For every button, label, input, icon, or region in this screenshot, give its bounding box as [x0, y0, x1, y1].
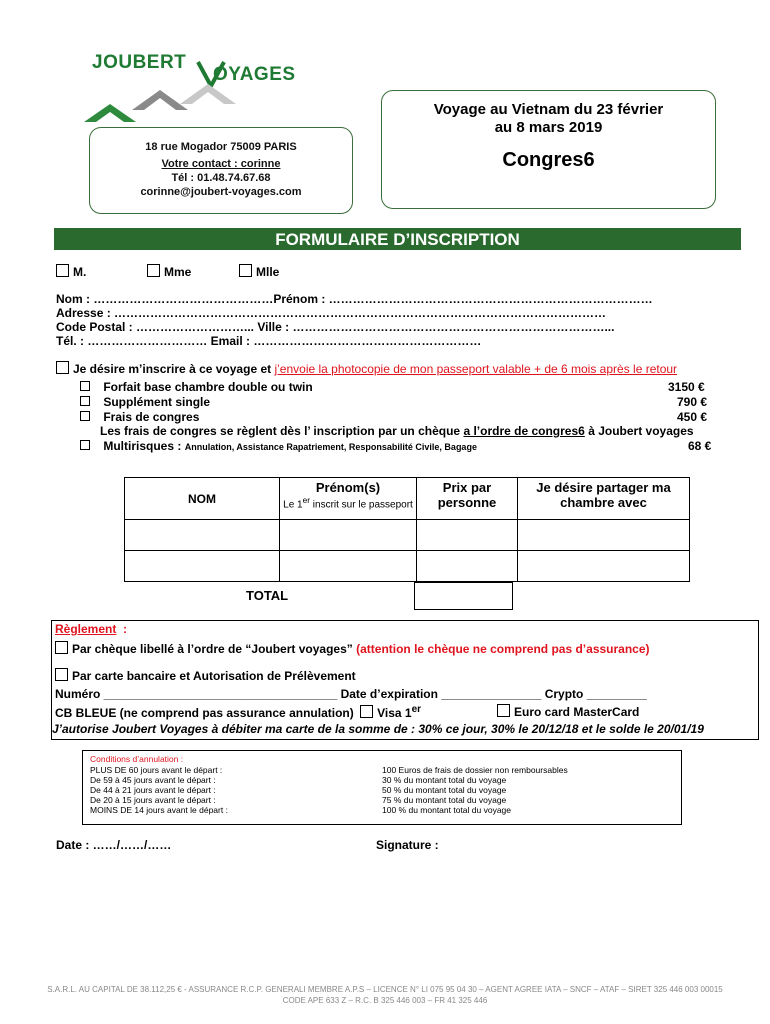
participants-table [124, 477, 690, 582]
contact-address: 18 rue Mogador 75009 PARIS [145, 141, 297, 153]
col-prenom: Prénom(s) Le 1er inscrit sur le passeport [280, 478, 417, 520]
trip-box [381, 90, 716, 209]
option-single[interactable]: Supplément single [80, 395, 210, 409]
logo-brand-right: OYAGES [213, 64, 296, 85]
logo-brand-left: JOUBERT [92, 52, 187, 73]
authorization-text: J’autorise Joubert Voyages à débiter ma carte de la somme de : 30% ce jour, 30% le 20/12/18 et le solde le 20/01/19 [52, 722, 704, 736]
tel-field[interactable]: Tél. : ………………………… Email : ………………………………………………… [56, 334, 482, 348]
price-single: 790 € [677, 395, 708, 409]
checkbox-mlle[interactable] [239, 264, 252, 277]
option-insurance[interactable]: Multirisques : Annulation, Assistance Rapatriement, Responsabilité Civile, Bagage [80, 439, 477, 453]
fees-note: Les frais de congres se règlent dès l’ inscription par un chèque a l’ordre de congres6 à Joubert voyages [100, 424, 694, 438]
inscription-line[interactable]: Je désire m’inscrire à ce voyage et j’envoie la photocopie de mon passeport valable + de 6 mois après le retour [56, 361, 677, 376]
civility-mlle[interactable]: Mlle [239, 264, 279, 279]
trip-line-1: Voyage au Vietnam du 23 février [433, 101, 664, 118]
cb-bleue-line[interactable]: CB BLEUE (ne comprend pas assurance annulation) Visa 1er [55, 704, 422, 720]
nom-field[interactable]: Nom : ………………………………………Prénom : ……………………………………………………………………… [56, 292, 653, 306]
pay-carte[interactable]: Par carte bancaire et Autorisation de Prélèvement [55, 668, 356, 683]
col-prix: Prix par personne [417, 478, 518, 520]
table-row[interactable] [125, 551, 690, 582]
signature-field[interactable]: Signature : [376, 838, 439, 852]
code-postal-field[interactable]: Code Postal : ………………………... Ville : ……………………………………………………………………... [56, 320, 615, 334]
euro-card-option[interactable]: Euro card MasterCard [497, 704, 639, 719]
checkbox-cheque[interactable] [55, 641, 68, 654]
checkbox-m[interactable] [56, 264, 69, 277]
total-cell[interactable] [414, 582, 513, 610]
option-forfait[interactable]: Forfait base chambre double ou twin [80, 380, 313, 394]
checkbox-visa[interactable] [360, 705, 373, 718]
col-partage: Je désire partager ma chambre avec [518, 478, 690, 520]
trip-code: Congres6 [502, 149, 595, 171]
total-label: TOTAL [246, 588, 289, 603]
checkbox-insurance[interactable] [80, 440, 90, 450]
adresse-field[interactable]: Adresse : …………………………………………………………………………………………………………… [56, 306, 607, 320]
civility-mme[interactable]: Mme [147, 264, 191, 279]
contact-email: corinne@joubert-voyages.com [140, 186, 302, 198]
contact-box [89, 127, 353, 214]
checkbox-congres[interactable] [80, 411, 90, 421]
date-field[interactable]: Date : ……/……/…… [56, 838, 172, 852]
logo-chevrons-icon [84, 82, 264, 132]
checkbox-mme[interactable] [147, 264, 160, 277]
trip-line-2: au 8 mars 2019 [494, 119, 603, 136]
option-congres[interactable]: Frais de congres [80, 410, 199, 424]
contact-phone: Tél : 01.48.74.67.68 [171, 172, 271, 184]
passport-notice: j’envoie la photocopie de mon passeport valable + de 6 mois après le retour [274, 362, 678, 376]
conditions-left: PLUS DE 60 jours avant le départ : De 59 à 45 jours avant le départ : De 44 à 21 jours avant le départ : De 20 à 15 jours avant le départ : MOINS DE 14 jours avant le départ : [90, 765, 228, 815]
conditions-right: 100 Euros de frais de dossier non remboursables 30 % du montant total du voyage 50 % du montant total du voyage 75 % du montant total du voyage 100 % du montant total du voyage [382, 765, 568, 815]
conditions-title: Conditions d’annulation : [90, 754, 184, 764]
checkbox-single[interactable] [80, 396, 90, 406]
price-congres: 450 € [677, 410, 708, 424]
footer-line-2: CODE APE 633 Z – R.C. B 325 446 003 – FR 41 325 446 [282, 996, 488, 1005]
price-insurance: 68 € [688, 439, 712, 453]
checkbox-carte[interactable] [55, 668, 68, 681]
form-title: FORMULAIRE D’INSCRIPTION [54, 228, 741, 250]
col-nom: NOM [125, 478, 280, 520]
payment-title: Règlement [55, 622, 117, 636]
price-forfait: 3150 € [668, 380, 705, 394]
contact-label: Votre contact : corinne [161, 158, 281, 170]
footer-line-1: S.A.R.L. AU CAPITAL DE 38.112,25 € - ASSURANCE R.C.P. GENERALI MEMBRE A.P.S – LICENCE N° LI 075 95 04 30 – AGENT AGREE IATA – SNCF – ATAF – SIRET 325 446 003 00015 [47, 985, 723, 994]
checkbox-inscription[interactable] [56, 361, 69, 374]
civility-m[interactable]: M. [56, 264, 86, 279]
pay-cheque[interactable]: Par chèque libellé à l’ordre de “Joubert voyages” (attention le chèque ne comprend pas d’assurance) [55, 641, 650, 656]
table-row[interactable] [125, 520, 690, 551]
card-number-line[interactable]: Numéro ___________________________________ Date d’expiration _______________ Crypto _________ [55, 687, 647, 701]
checkbox-forfait[interactable] [80, 381, 90, 391]
payment-title-colon: : [123, 622, 127, 636]
checkbox-euro-card[interactable] [497, 704, 510, 717]
